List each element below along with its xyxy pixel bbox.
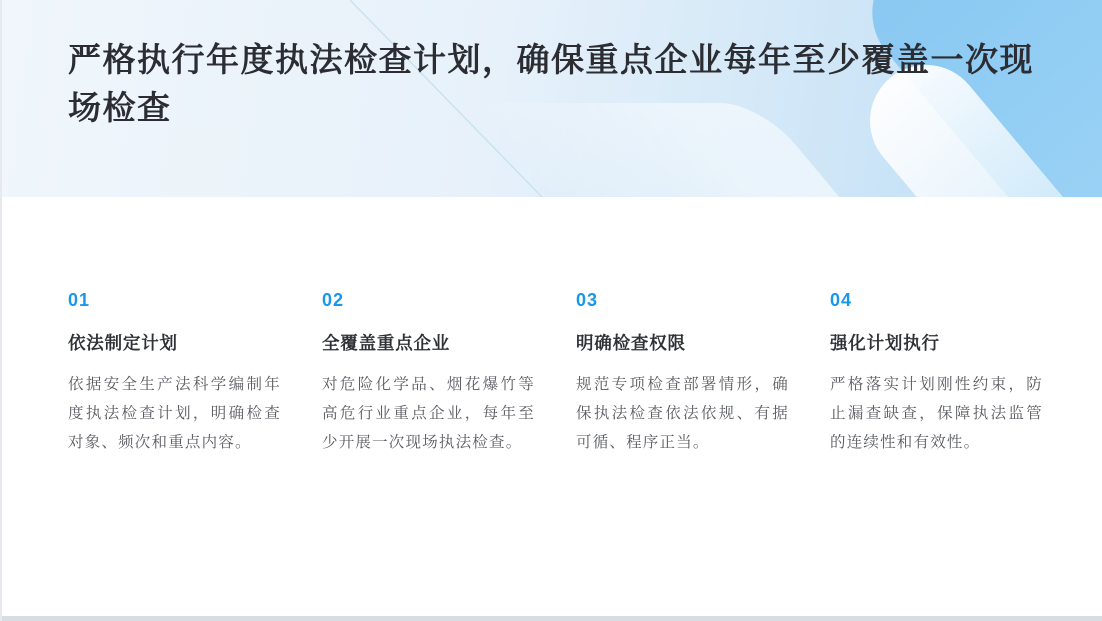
step-number: 01 (68, 290, 91, 310)
step-number: 03 (576, 290, 599, 310)
step-item-2 (322, 290, 534, 457)
step-number: 04 (830, 290, 853, 310)
step-title: 全覆盖重点企业 (322, 333, 451, 353)
window-bottom-bar (2, 616, 1102, 621)
step-item-3 (576, 290, 788, 457)
slide-content (2, 197, 1102, 616)
slide-title: 严格执行年度执法检查计划，确保重点企业每年至少覆盖一次现场检查 (68, 41, 1034, 126)
step-item-1 (68, 290, 280, 457)
step-title: 依法制定计划 (68, 333, 178, 353)
step-description: 规范专项检查部署情形，确保执法检查依法依规、有据可循、程序正当。 (576, 376, 789, 451)
step-description: 严格落实计划刚性约束，防止漏查缺查，保障执法监管的连续性和有效性。 (830, 376, 1043, 451)
step-title: 强化计划执行 (830, 333, 940, 353)
step-number: 02 (322, 290, 345, 310)
step-description: 依据安全生产法科学编制年度执法检查计划，明确检查对象、频次和重点内容。 (68, 376, 281, 451)
slide-header (2, 0, 1102, 197)
step-item-4 (830, 290, 1042, 457)
step-description: 对危险化学品、烟花爆竹等高危行业重点企业，每年至少开展一次现场执法检查。 (322, 376, 535, 451)
steps-row (2, 197, 1102, 457)
step-title: 明确检查权限 (576, 333, 686, 353)
